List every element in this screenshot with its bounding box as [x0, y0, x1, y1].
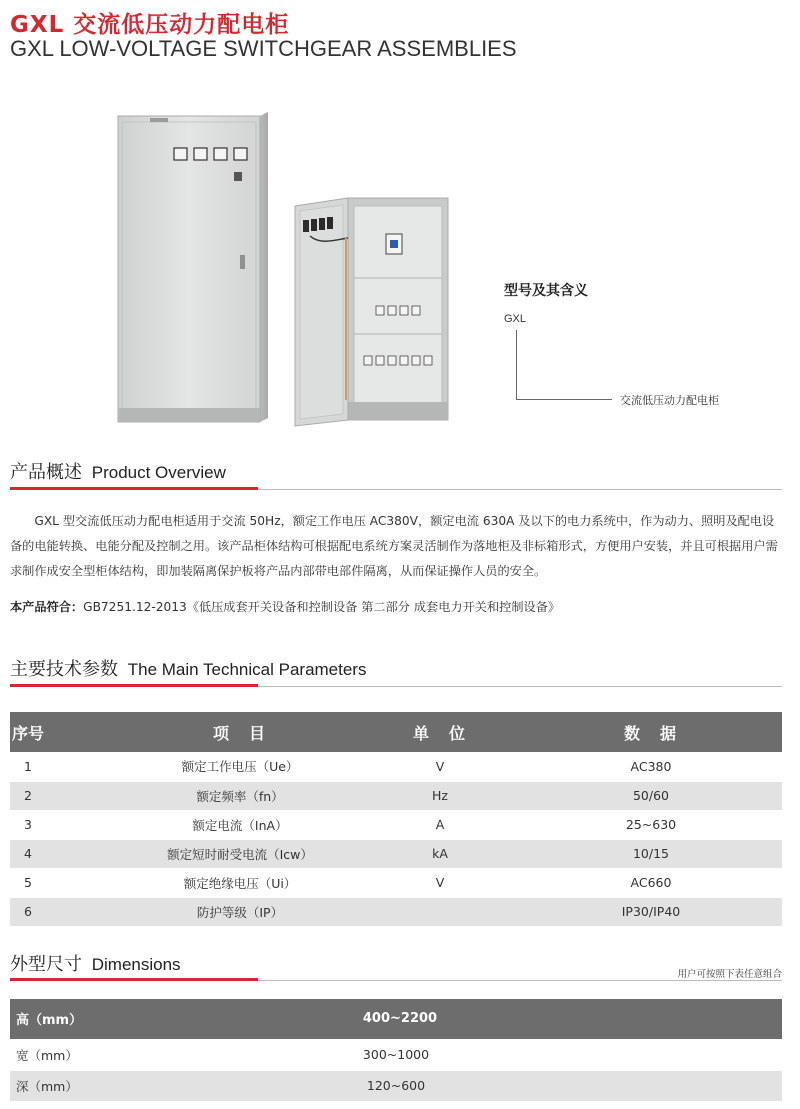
table-row: [10, 999, 782, 1039]
cell-value: AC660: [520, 868, 782, 897]
cell-range: 120~600: [128, 1070, 782, 1101]
cell-item: 额定工作电压（Ue）: [120, 752, 360, 781]
dimensions-table: [10, 999, 782, 1102]
page-title-en: GXL LOW-VOLTAGE SWITCHGEAR ASSEMBLIES: [10, 36, 517, 61]
model-code: GXL: [504, 313, 527, 325]
standard-label: 本产品符合：: [10, 600, 84, 614]
cell-index: 4: [10, 839, 120, 868]
table-row: [10, 1039, 782, 1070]
table-row: [10, 839, 782, 868]
cell-index: 1: [10, 752, 120, 781]
cell-unit: Hz: [360, 781, 520, 810]
overview-paragraph: GXL 型交流低压动力配电柜适用于交流 50Hz，额定工作电压 AC380V，额定电流 630A 及以下的电力系统中，作为动力、照明及配电设备的电能转换、电能分配及控制之用。该产品柜体结构可根据配电系统方案灵活制作为落地柜及非标箱形式，方便用户安装，并且可根据用户需求制作成安全型柜体结构，即加装隔离保护板将产品内部带电部件隔离，从而保证操作人员的安全。: [10, 514, 778, 578]
cell-item: 额定短时耐受电流（Icw）: [120, 839, 360, 868]
overview-heading: [10, 458, 226, 484]
parameters-table: [10, 712, 782, 927]
model-meaning-title: 型号及其含义: [504, 283, 588, 299]
column-header-data: 数 据: [520, 712, 782, 752]
column-header-index: 序号: [10, 712, 120, 752]
model-code-description: 交流低压动力配电柜: [620, 394, 719, 407]
cell-value: 25~630: [520, 810, 782, 839]
cell-index: 2: [10, 781, 120, 810]
table-row: [10, 1070, 782, 1101]
cell-item: 额定频率（fn）: [120, 781, 360, 810]
cell-item: 额定电流（InA）: [120, 810, 360, 839]
cell-item: 防护等级（IP）: [120, 897, 360, 926]
parameters-table-header: [10, 712, 782, 752]
overview-heading-en: Product Overview: [91, 463, 226, 482]
cell-unit: A: [360, 810, 520, 839]
parameters-divider: [10, 684, 782, 689]
overview-divider: [10, 487, 782, 492]
cell-dimension: 高（mm）: [10, 999, 128, 1039]
cell-value: AC380: [520, 752, 782, 781]
cell-range: 300~1000: [128, 1039, 782, 1070]
dimensions-note: 用户可按照下表任意组合: [677, 969, 782, 980]
cell-value: 50/60: [520, 781, 782, 810]
column-header-unit: 单 位: [360, 712, 520, 752]
table-row: [10, 897, 782, 926]
model-code-connector-vertical: [516, 330, 517, 400]
table-row: [10, 752, 782, 781]
cell-unit: [360, 897, 520, 926]
parameters-heading: [10, 655, 366, 681]
cell-index: 6: [10, 897, 120, 926]
dimensions-heading-cn: 外型尺寸: [10, 954, 82, 975]
cell-value: IP30/IP40: [520, 897, 782, 926]
cell-value: 10/15: [520, 839, 782, 868]
cell-index: 5: [10, 868, 120, 897]
switchgear-cabinet-image: [110, 110, 460, 430]
table-row: [10, 868, 782, 897]
overview-heading-cn: 产品概述: [10, 462, 82, 483]
cell-unit: V: [360, 868, 520, 897]
parameters-heading-en: The Main Technical Parameters: [127, 660, 367, 679]
table-row: [10, 781, 782, 810]
cell-unit: kA: [360, 839, 520, 868]
cell-dimension: 深（mm）: [10, 1070, 128, 1101]
cell-unit: V: [360, 752, 520, 781]
dimensions-heading: [10, 950, 181, 976]
column-header-item: 项 目: [120, 712, 360, 752]
model-code-connector-horizontal: [516, 399, 612, 400]
cell-item: 额定绝缘电压（Ui）: [120, 868, 360, 897]
page-title-cn: GXL 交流低压动力配电柜: [10, 12, 290, 38]
standard-text: GB7251.12-2013《低压成套开关设备和控制设备 第二部分 成套电力开关和控制设备》: [83, 600, 561, 614]
table-row: [10, 810, 782, 839]
cell-index: 3: [10, 810, 120, 839]
cell-range: 400~2200: [128, 999, 782, 1039]
dimensions-divider: [10, 978, 782, 983]
dimensions-heading-en: Dimensions: [91, 955, 181, 974]
cell-dimension: 宽（mm）: [10, 1039, 128, 1070]
standard-statement: [10, 598, 782, 615]
parameters-heading-cn: 主要技术参数: [10, 659, 118, 680]
